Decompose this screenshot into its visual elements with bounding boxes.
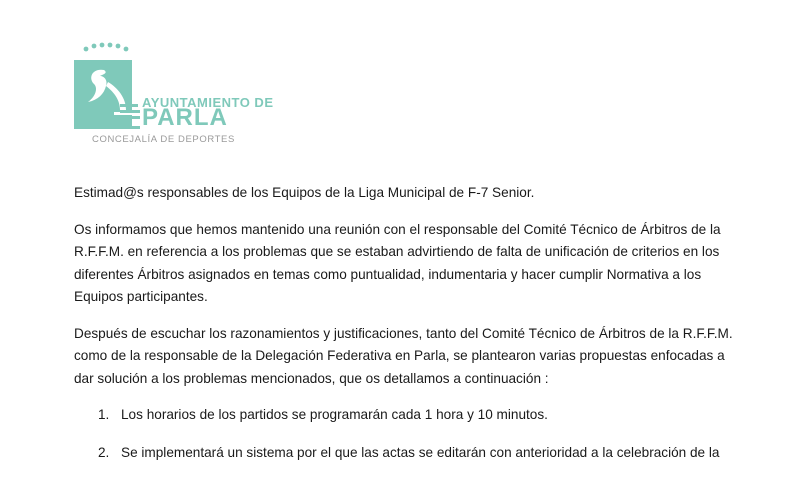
list-item-text: Se implementará un sistema por el que las actas se editarán con anterioridad a la celebración de la [121,444,720,460]
list-item [74,442,744,465]
list-item-number: 2. [98,444,110,460]
greeting-paragraph: Estimad@s responsables de los Equipos de la Liga Municipal de F-7 Senior. [74,185,535,200]
proposal-list [74,404,744,464]
parla-emblem-icon [70,40,145,135]
logo-text-ayuntamiento: AYUNTAMIENTO DE [142,95,274,110]
list-item-text: Los horarios de los partidos se programarán cada 1 hora y 10 minutos. [121,407,548,422]
paragraph-proposals: Después de escuchar los razonamientos y justificaciones, tanto del Comité Técnico de Árbitros de la R.F.F.M. como de la responsable de la Delegación Federativa en Parla, se plantearon varias propuestas enfocadas a dar solución a los problemas mencionados, que os detallamos a continuación : [74,325,733,386]
list-item-number: 1. [98,407,110,422]
document-body [74,182,744,479]
ayuntamiento-parla-logo [70,40,274,150]
logo-subtitle: CONCEJALÍA DE DEPORTES [92,134,235,145]
list-item [74,404,744,427]
paragraph-referees-meeting: Os informamos que hemos mantenido una reunión con el responsable del Comité Técnico de Árbitros de la R.F.F.M. en referencia a los problemas que se estaban advirtiendo de falta de unificación de criterios en los diferentes Árbitros asignados en temas como puntualidad, indumentaria y hacer cumplir Normativa a los Equipos participantes. [74,221,721,304]
logo-text-parla: PARLA [142,104,228,131]
